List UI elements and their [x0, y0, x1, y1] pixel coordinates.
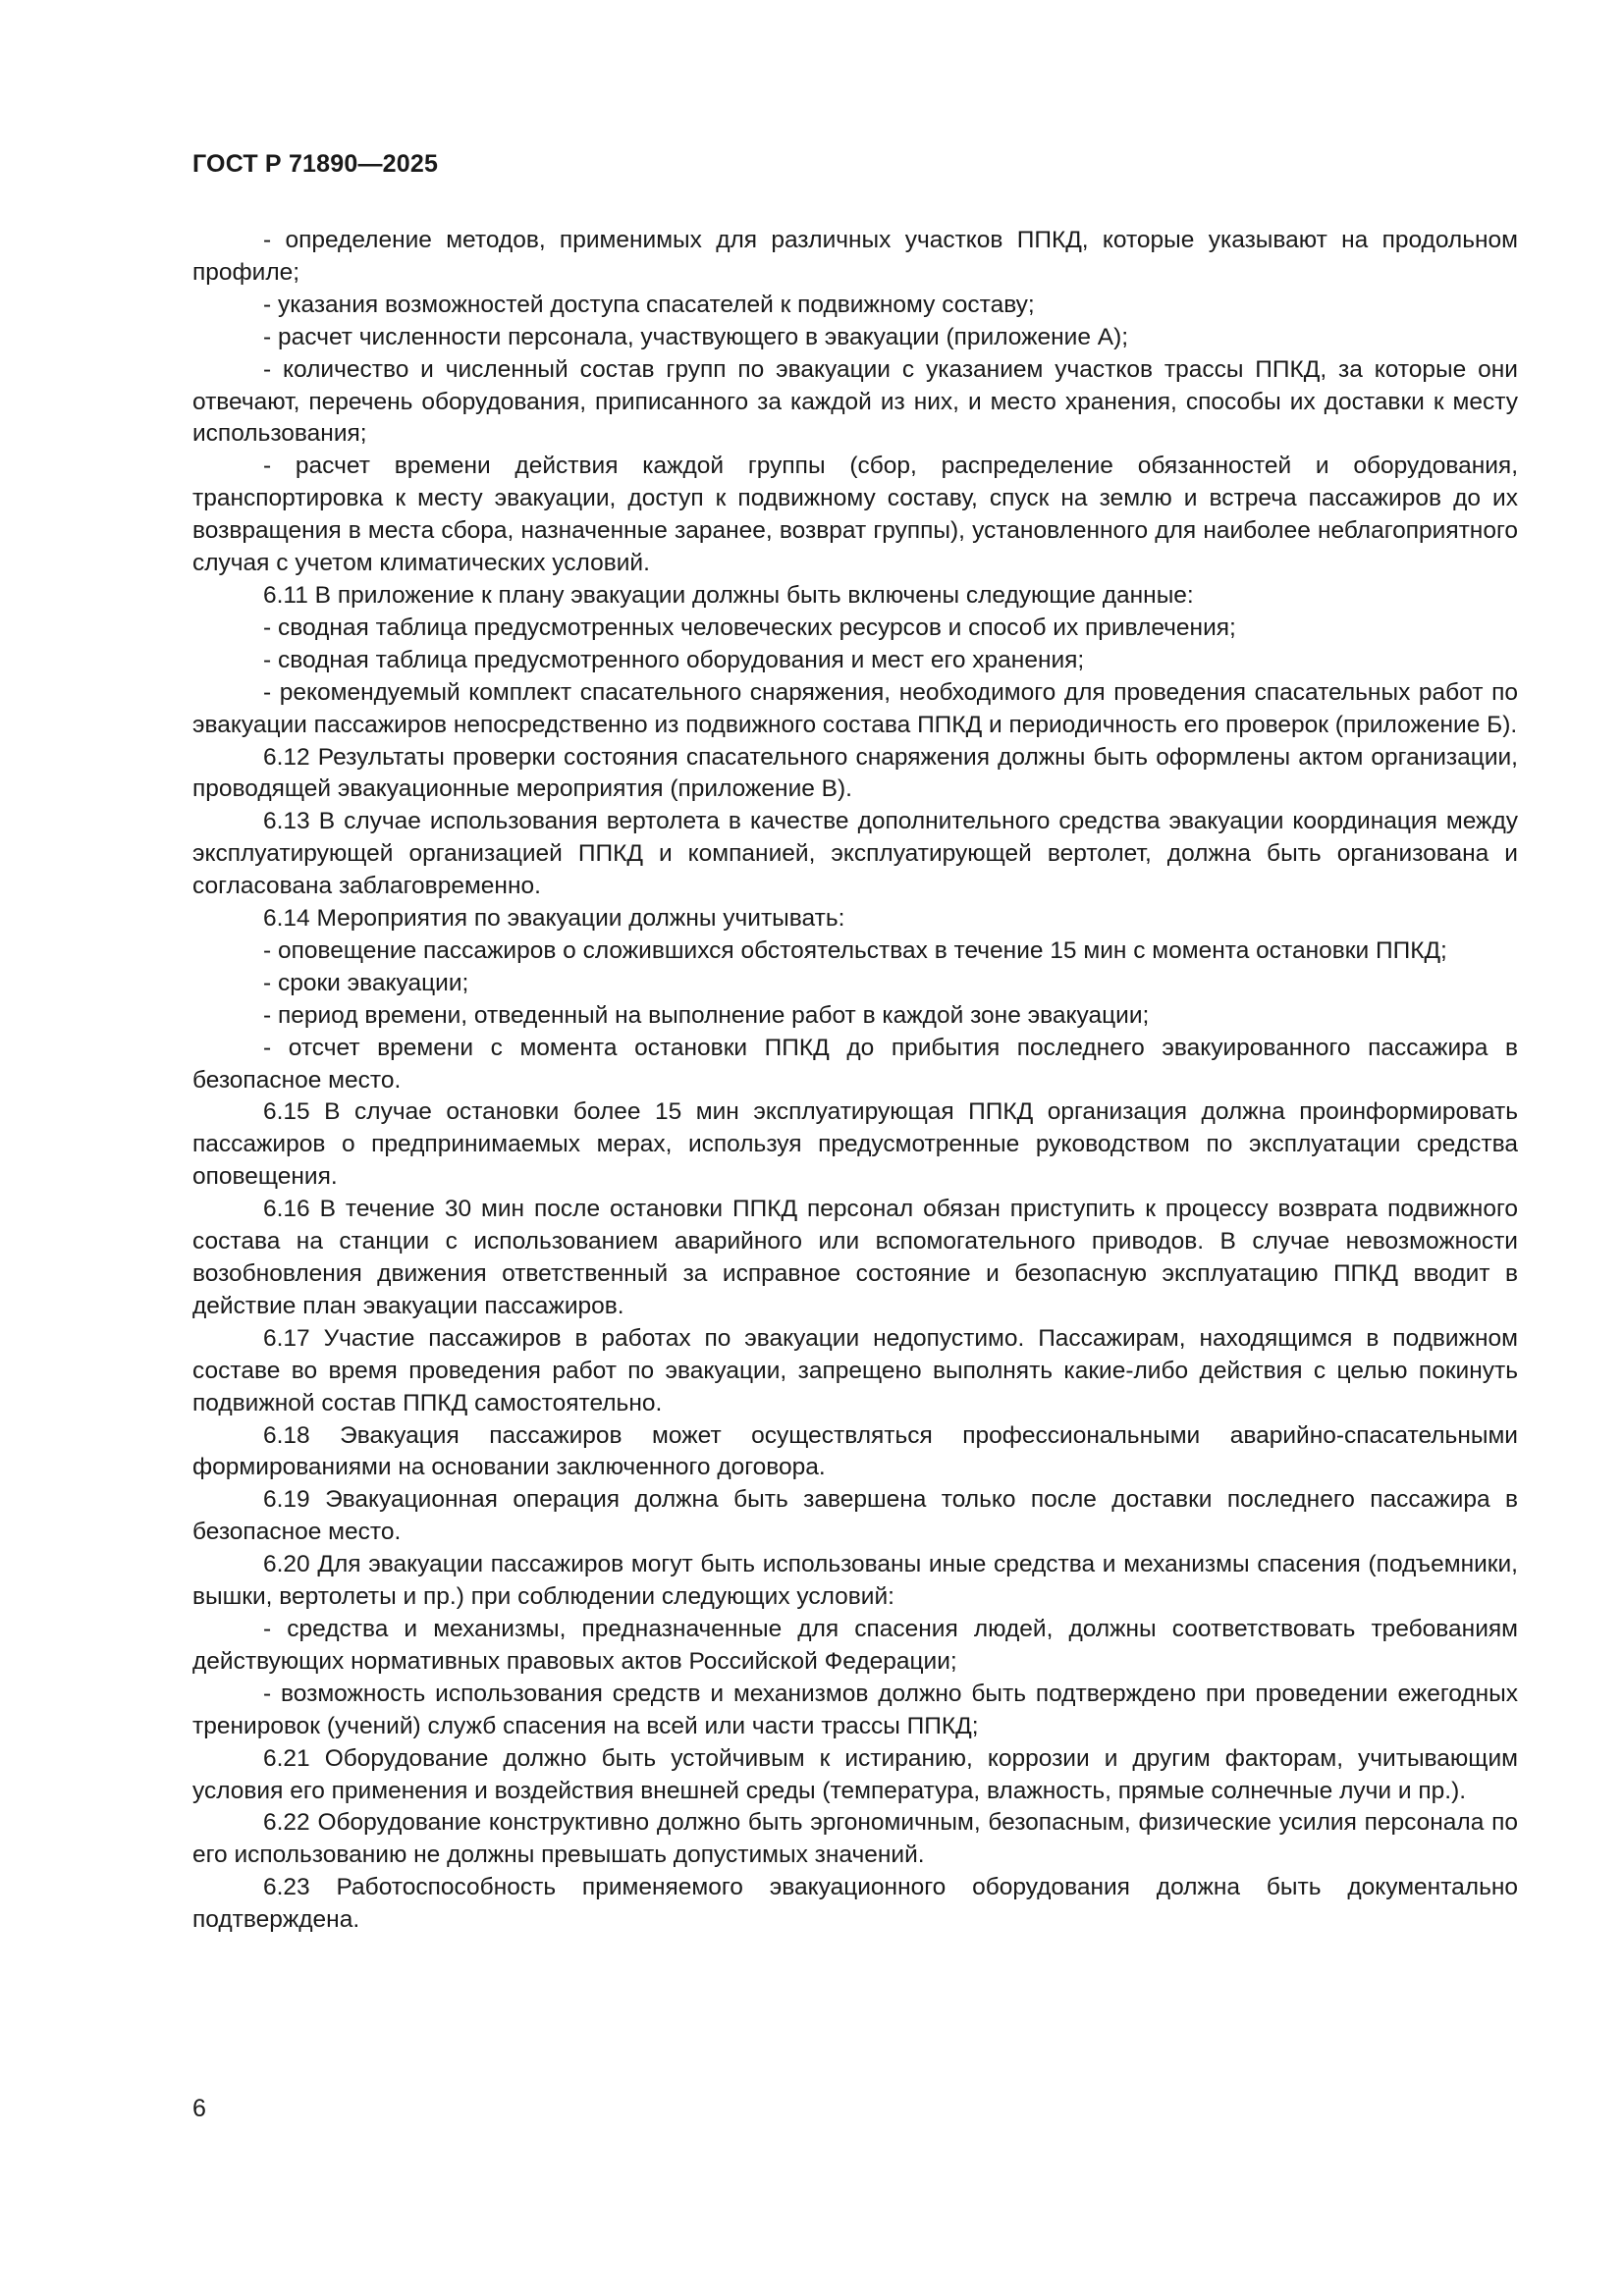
paragraph: 6.17 Участие пассажиров в работах по эвакуации недопустимо. Пассажирам, находящимся в подвижном составе во время проведения работ по эвакуации, запрещено выполнять какие-либо действия с целью покинуть подвижной состав ППКД самостоятельно.: [192, 1324, 1518, 1416]
paragraph: 6.19 Эвакуационная операция должна быть завершена только после доставки последнего пассажира в безопасное место.: [192, 1486, 1518, 1546]
paragraph: - определение методов, применимых для различных участков ППКД, которые указывают на продольном профиле;: [192, 227, 1518, 286]
paragraph: 6.15 В случае остановки более 15 мин эксплуатирующая ППКД организация должна проинформировать пассажиров о предпринимаемых мерах, используя предусмотренные руководством по эксплуатации средства оповещения.: [192, 1098, 1518, 1191]
paragraph: 6.16 В течение 30 мин после остановки ППКД персонал обязан приступить к процессу возврата подвижного состава на станции с использованием аварийного или вспомогательного приводов. В случае невозможности возобновления движения ответственный за исправное состояние и безопасную эксплуатацию ППКД вводит в действие план эвакуации пассажиров.: [192, 1196, 1518, 1319]
paragraph: 6.22 Оборудование конструктивно должно быть эргономичным, безопасным, физические усилия персонала по его использованию не должны превышать допустимых значений.: [192, 1809, 1518, 1869]
document-code-header: ГОСТ Р 71890—2025: [192, 150, 439, 178]
paragraph: - отсчет времени с момента остановки ППКД до прибытия последнего эвакуированного пассажира в безопасное место.: [192, 1034, 1518, 1094]
paragraph: - сводная таблица предусмотренного оборудования и мест его хранения;: [263, 646, 1085, 673]
paragraph: - сроки эвакуации;: [263, 969, 469, 996]
paragraph: - количество и численный состав групп по эвакуации с указанием участков трассы ППКД, за которые они отвечают, перечень оборудования, приписанного за каждой из них, и место хранения, способы их доставки к месту использования;: [192, 355, 1518, 448]
paragraph: - расчет численности персонала, участвующего в эвакуации (приложение А);: [263, 323, 1129, 350]
paragraph: 6.20 Для эвакуации пассажиров могут быть использованы иные средства и механизмы спасения (подъемники, вышки, вертолеты и пр.) при соблюдении следующих условий:: [192, 1551, 1518, 1611]
document-body: [192, 225, 1518, 1937]
paragraph: 6.14 Мероприятия по эвакуации должны учитывать:: [263, 905, 845, 933]
paragraph: - расчет времени действия каждой группы (сбор, распределение обязанностей и оборудования, транспортировка к месту эвакуации, доступ к подвижному составу, спуск на землю и встреча пассажиров до их возвращения в места сбора, назначенные заранее, возврат группы), установленного для наиболее неблагоприятного случая с учетом климатических условий.: [192, 453, 1518, 577]
paragraph: - возможность использования средств и механизмов должно быть подтверждено при проведении ежегодных тренировок (учений) служб спасения на всей или части трассы ППКД;: [192, 1680, 1518, 1739]
paragraph: 6.23 Работоспособность применяемого эвакуационного оборудования должна быть документально подтверждена.: [192, 1874, 1518, 1934]
paragraph: - сводная таблица предусмотренных человеческих ресурсов и способ их привлечения;: [263, 614, 1236, 641]
paragraph: - период времени, отведенный на выполнение работ в каждой зоне эвакуации;: [263, 1001, 1150, 1029]
paragraph: 6.12 Результаты проверки состояния спасательного снаряжения должны быть оформлены актом организации, проводящей эвакуационные мероприятия (приложение В).: [192, 743, 1518, 803]
paragraph: 6.13 В случае использования вертолета в качестве дополнительного средства эвакуации координация между эксплуатирующей организацией ППКД и компанией, эксплуатирующей вертолет, должна быть организована и согласована заблаговременно.: [192, 808, 1518, 900]
page-number: 6: [192, 2095, 206, 2122]
paragraph: - рекомендуемый комплект спасательного снаряжения, необходимого для проведения спасательных работ по эвакуации пассажиров непосредственно из подвижного состава ППКД и периодичность его проверок (приложение Б).: [192, 678, 1518, 738]
paragraph: 6.11 В приложение к плану эвакуации должны быть включены следующие данные:: [263, 581, 1194, 609]
paragraph: - средства и механизмы, предназначенные для спасения людей, должны соответствовать требованиям действующих нормативных правовых актов Российской Федерации;: [192, 1615, 1518, 1675]
paragraph: - оповещение пассажиров о сложившихся обстоятельствах в течение 15 мин с момента остановки ППКД;: [263, 936, 1447, 964]
paragraph: 6.21 Оборудование должно быть устойчивым к истиранию, коррозии и другим факторам, учитывающим условия его применения и воздействия внешней среды (температура, влажность, прямые солнечные лучи и пр.).: [192, 1744, 1518, 1804]
paragraph: - указания возможностей доступа спасателей к подвижному составу;: [263, 291, 1035, 318]
paragraph: 6.18 Эвакуация пассажиров может осуществляться профессиональными аварийно-спасательными формированиями на основании заключенного договора.: [192, 1421, 1518, 1481]
